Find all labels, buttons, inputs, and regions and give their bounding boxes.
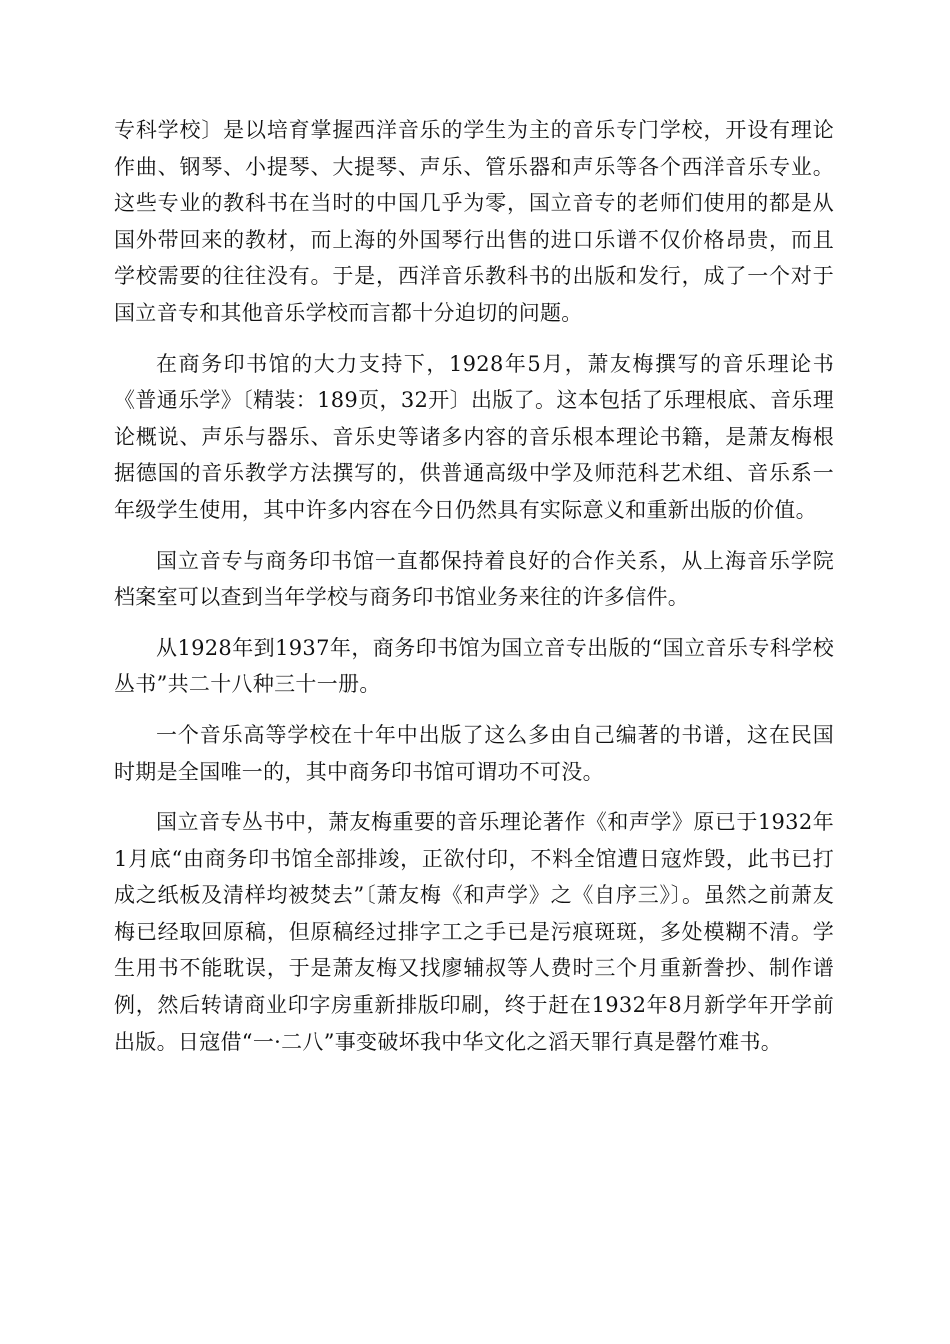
- paragraph-1: 专科学校〕是以培育掌握西洋音乐的学生为主的音乐专门学校，开设有理论作曲、钢琴、小提琴、大提琴、声乐、管乐器和声乐等各个西洋音乐专业。这些专业的教科书在当时的中国几乎为零，国立音专的老师们使用的都是从国外带回来的教材，而上海的外国琴行出售的进口乐谱不仅价格昂贵，而且学校需要的往往没有。于是，西洋音乐教科书的出版和发行，成了一个对于国立音专和其他音乐学校而言都十分迫切的问题。: [114, 118, 834, 325]
- paragraph-3: 国立音专与商务印书馆一直都保持着良好的合作关系，从上海音乐学院档案室可以查到当年学校与商务印书馆业务来往的许多信件。: [114, 548, 834, 610]
- paragraph-5: 一个音乐高等学校在十年中出版了这么多由自己编著的书谱，这在民国时期是全国唯一的，其中商务印书馆可谓功不可没。: [114, 722, 834, 784]
- paragraph-6: 国立音专丛书中，萧友梅重要的音乐理论著作《和声学》原已于1932年1月底“由商务印书馆全部排竣，正欲付印，不料全馆遭日寇炸毁，此书已打成之纸板及清样均被焚去”〔萧友梅《和声学》之《自序三》〕。虽然之前萧友梅已经取回原稿，但原稿经过排字工之手已是污痕斑斑，多处模糊不清。学生用书不能耽误，于是萧友梅又找廖辅叔等人费时三个月重新誊抄、制作谱例，然后转请商业印字房重新排版印刷，终于赶在1932年8月新学年开学前出版。日寇借“一·二八”事变破坏我中华文化之滔天罪行真是罄竹难书。: [114, 810, 834, 1054]
- document-body: [114, 112, 834, 1074]
- paragraph-4: 从1928年到1937年，商务印书馆为国立音专出版的“国立音乐专科学校丛书”共二十八种三十一册。: [114, 635, 834, 697]
- paragraph-2: 在商务印书馆的大力支持下，1928年5月，萧友梅撰写的音乐理论书《普通乐学》〔精装：189页，32开〕出版了。这本包括了乐理根底、音乐理论概说、声乐与器乐、音乐史等诸多内容的音乐根本理论书籍，是萧友梅根据德国的音乐教学方法撰写的，供普通高级中学及师范科艺术组、音乐系一年级学生使用，其中许多内容在今日仍然具有实际意义和重新出版的价值。: [114, 351, 834, 522]
